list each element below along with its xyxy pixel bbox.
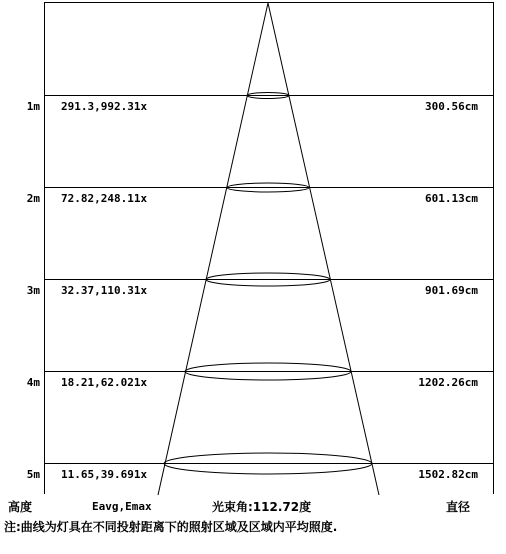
illuminance-label-5m: 11.65,39.691x — [61, 468, 148, 481]
illuminance-label-3m: 32.37,110.31x — [61, 284, 148, 297]
footer-diameter-label: 直径 — [446, 500, 471, 514]
height-label-1m: 1m — [26, 100, 40, 113]
diameter-label-3m: 901.69cm — [425, 284, 478, 297]
beam-cone-right-edge — [268, 3, 379, 495]
footer-illuminance-label: Eavg,Emax — [92, 500, 152, 513]
diameter-label-4m: 1202.26cm — [418, 376, 478, 389]
illuminance-label-4m: 18.21,62.021x — [61, 376, 148, 389]
diameter-label-5m: 1502.82cm — [418, 468, 478, 481]
beam-cone-left-edge — [158, 3, 268, 495]
height-label-2m: 2m — [26, 192, 40, 205]
height-label-4m: 4m — [26, 376, 40, 389]
height-label-5m: 5m — [26, 468, 40, 481]
diameter-label-1m: 300.56cm — [425, 100, 478, 113]
footnote: 注:曲线为灯具在不同投射距离下的照射区域及区域内平均照度. — [4, 520, 338, 534]
height-label-3m: 3m — [26, 284, 40, 297]
illuminance-label-2m: 72.82,248.11x — [61, 192, 148, 205]
diameter-label-2m: 601.13cm — [425, 192, 478, 205]
illuminance-label-1m: 291.3,992.31x — [61, 100, 148, 113]
footer-beam-angle-label: 光束角:112.72度 — [212, 500, 312, 514]
footer-height-label: 高度 — [8, 500, 33, 514]
